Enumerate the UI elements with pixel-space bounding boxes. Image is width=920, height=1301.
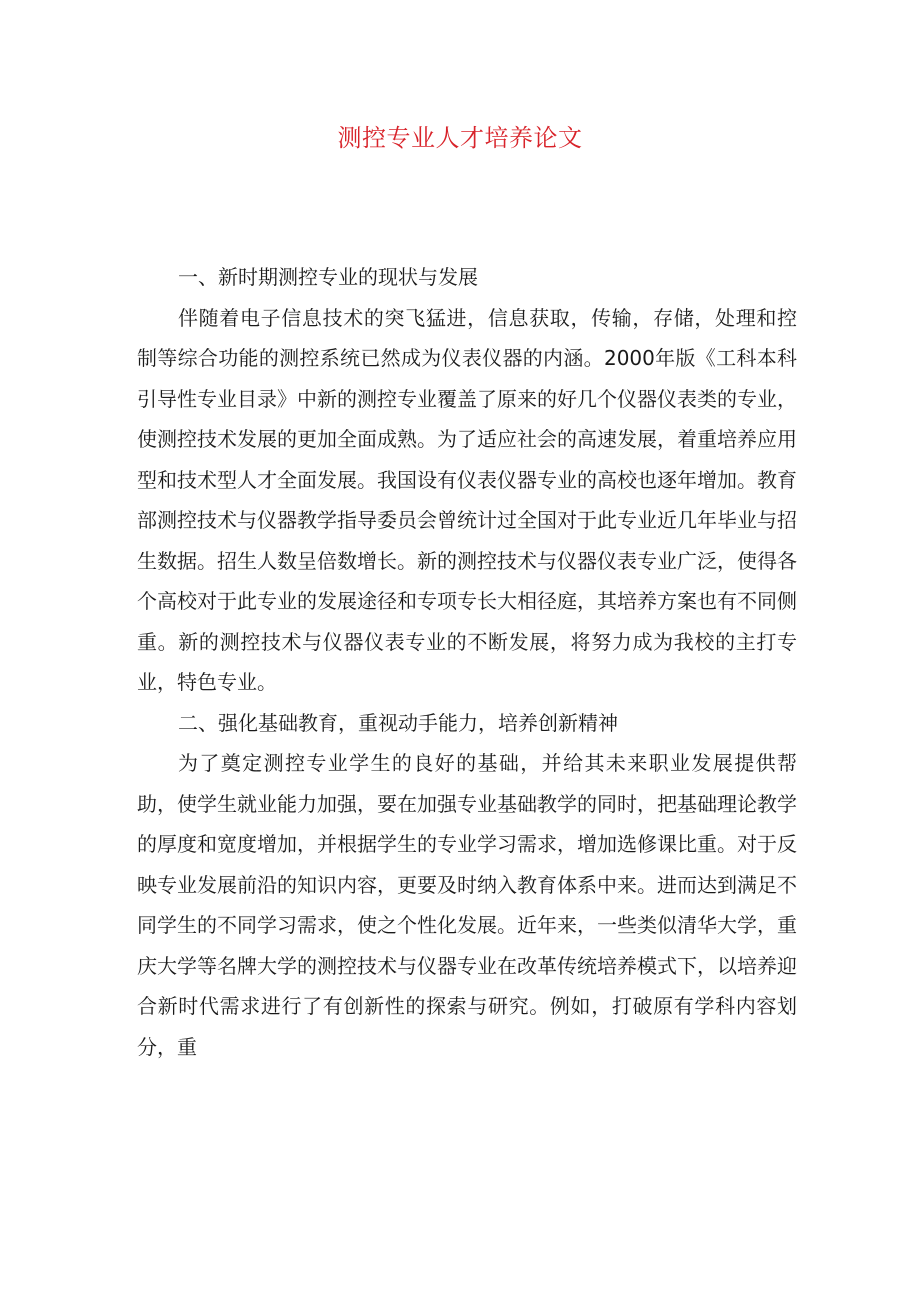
- document-title: 测控专业人才培养论文: [337, 124, 583, 152]
- section-heading-2: 二、强化基础教育，重视动手能力，培养创新精神: [178, 710, 618, 735]
- section-heading-1: 一、新时期测控专业的现状与发展: [178, 265, 478, 289]
- paragraph-2: 为了奠定测控专业学生的良好的基础，并给其未来职业发展提供帮助，使学生就业能力加强，要在加强专业基础教学的同时，把基础理论教学的厚度和宽度增加，并根据学生的专业学习需求，增加选修课比重。对于反映专业发展前沿的知识内容，更要及时纳入教育体系中来。进而达到满足不同学生的不同学习需求，使之个性化发展。近年来，一些类似清华大学，重庆大学等名牌大学的测控技术与仪器专业在改革传统培养模式下，以培养迎合新时代需求进行了有创新性的探索与研究。例如，打破原有学科内容划分，重: [137, 751, 797, 1059]
- paragraph-1: 伴随着电子信息技术的突飞猛进，信息获取，传输，存储，处理和控制等综合功能的测控系统已然成为仪表仪器的内涵。2000年版《工科本科引导性专业目录》中新的测控专业覆盖了原来的好几个仪器仪表类的专业，使测控技术发展的更加全面成熟。为了适应社会的高速发展，着重培养应用型和技术型人才全面发展。我国设有仪表仪器专业的高校也逐年增加。教育部测控技术与仪器教学指导委员会曾统计过全国对于此专业近几年毕业与招生数据。招生人数呈倍数增长。新的测控技术与仪器仪表专业广泛，使得各个高校对于此专业的发展途径和专项专长大相径庭，其培养方案也有不同侧重。新的测控技术与仪器仪表专业的不断发展，将努力成为我校的主打专业，特色专业。: [137, 305, 797, 694]
- document-body: [137, 257, 797, 1067]
